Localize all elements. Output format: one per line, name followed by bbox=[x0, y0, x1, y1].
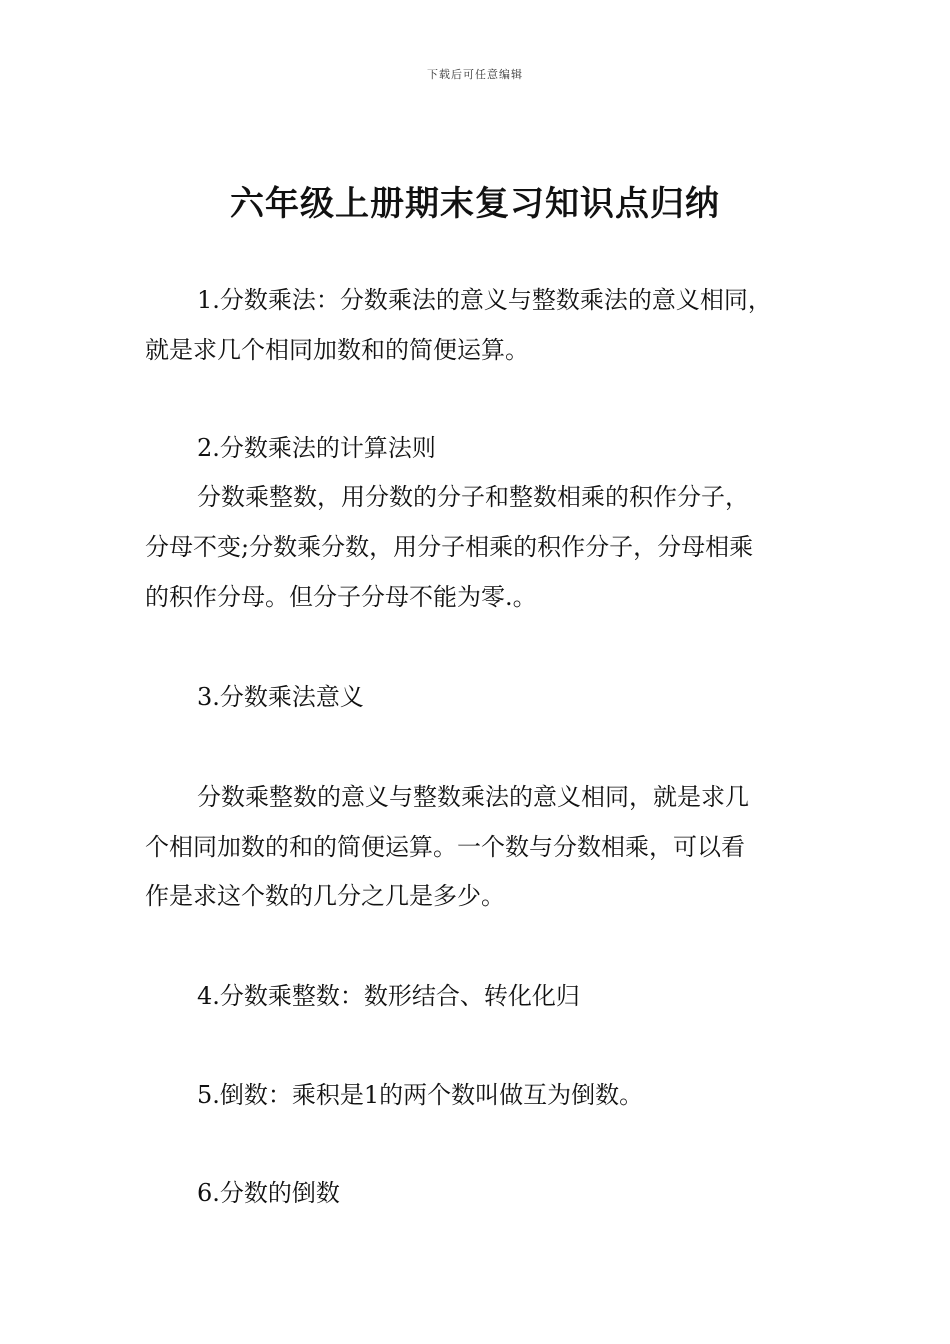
paragraph-line: 分母不变;分数乘分数，用分子相乘的积作分子，分母相乘 bbox=[145, 533, 754, 561]
paragraph-line: 分数乘整数的意义与整数乘法的意义相同，就是求几 bbox=[197, 783, 749, 811]
section-heading: 6.分数的倒数 bbox=[197, 1179, 340, 1207]
paragraph-line: 作是求这个数的几分之几是多少。 bbox=[145, 882, 505, 910]
section-heading: 4.分数乘整数：数形结合、转化化归 bbox=[197, 982, 580, 1010]
section-heading: 2.分数乘法的计算法则 bbox=[197, 434, 436, 462]
document-title: 六年级上册期末复习知识点归纳 bbox=[230, 184, 720, 224]
paragraph-line: 个相同加数的和的简便运算。一个数与分数相乘，可以看 bbox=[145, 833, 745, 861]
section-heading: 3.分数乘法意义 bbox=[197, 683, 364, 711]
paragraph-line: 1.分数乘法：分数乘法的意义与整数乘法的意义相同， bbox=[197, 286, 772, 314]
paragraph-line: 的积作分母。但分子分母不能为零.。 bbox=[145, 583, 537, 611]
header-note: 下载后可任意编辑 bbox=[427, 68, 523, 81]
paragraph-line: 5.倒数：乘积是1的两个数叫做互为倒数。 bbox=[197, 1081, 644, 1109]
paragraph-line: 就是求几个相同加数和的简便运算。 bbox=[145, 336, 529, 364]
paragraph-line: 分数乘整数，用分数的分子和整数相乘的积作分子， bbox=[197, 483, 749, 511]
